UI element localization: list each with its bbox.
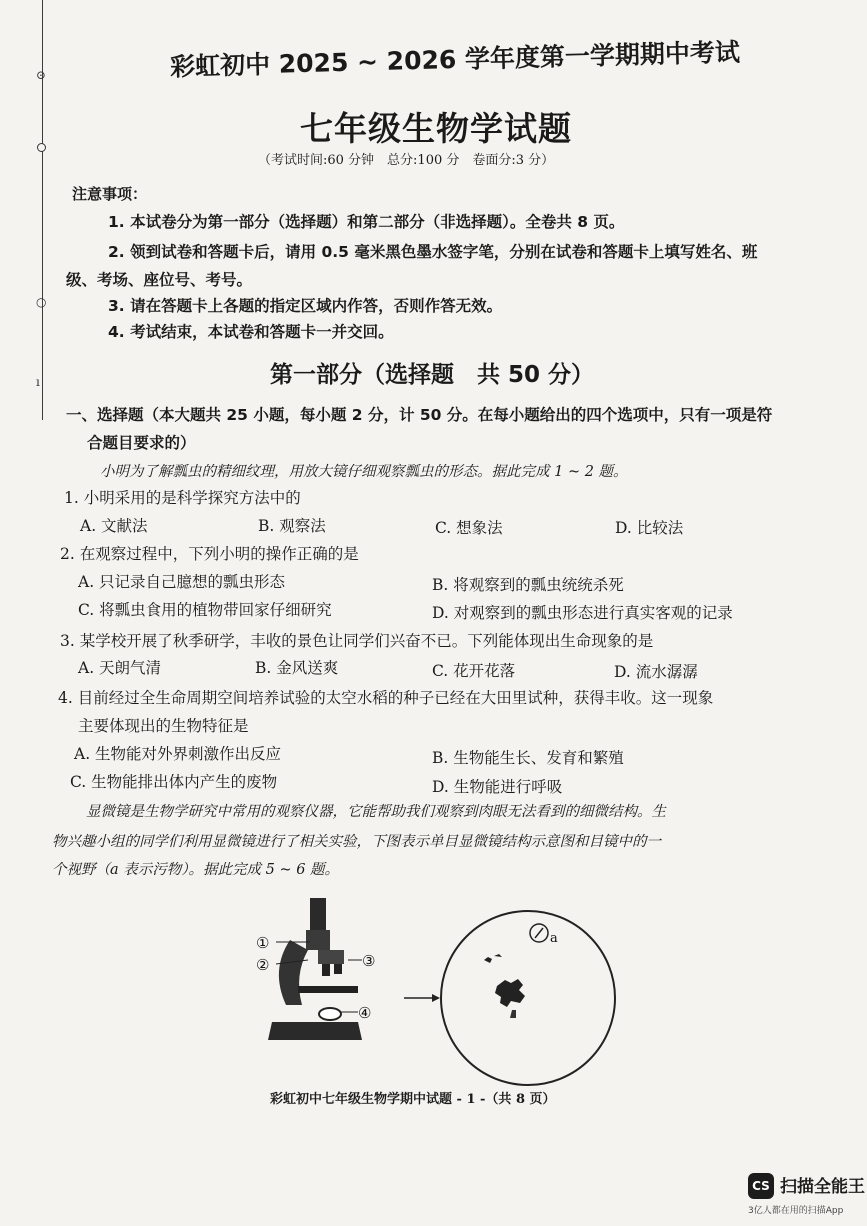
question-3-option-b: B. 金风送爽	[255, 659, 339, 677]
question-3-option-d: D. 流水潺潺	[614, 663, 698, 681]
label-3: ③	[362, 952, 376, 970]
question-3-option-c: C. 花开花落	[432, 662, 516, 680]
question-2-option-c: C. 将瓢虫食用的植物带回家仔细研究	[78, 601, 332, 619]
page-footer: 彩虹初中七年级生物学期中试题 - 1 -（共 8 页）	[270, 1092, 556, 1107]
debris-a	[535, 928, 543, 938]
exam-info: （考试时间:60 分钟 总分:100 分 卷面分:3 分）	[258, 153, 555, 168]
microscope-stage	[298, 986, 358, 993]
label-a: a	[550, 931, 558, 946]
question-group-intro-2-line-2: 物兴趣小组的同学们利用显微镜进行了相关实验，下图表示单目显微镜结构示意图和目镜中的一	[52, 834, 661, 850]
school-exam-title: 彩虹初中 2025 ~ 2026 学年度第一学期期中考试	[169, 37, 741, 82]
binding-mark: ○	[36, 295, 47, 309]
question-group-intro-2-line-3: 个视野（a 表示污物）。据此完成 5 ~ 6 题。	[52, 862, 340, 878]
binding-line	[42, 0, 43, 420]
part1-title: 第一部分（选择题 共 50 分）	[270, 362, 595, 388]
question-1-option-d: D. 比较法	[615, 519, 684, 537]
question-group-intro: 小明为了解瓢虫的精细纹理，用放大镜仔细观察瓢虫的形态。据此完成 1 ~ 2 题。	[100, 464, 628, 480]
binding-mark: ı	[36, 375, 40, 389]
scanner-app-name: 扫描全能王	[780, 1177, 865, 1197]
microscope-arm	[279, 940, 308, 1005]
question-4-option-b: B. 生物能生长、发育和繁殖	[432, 749, 624, 767]
question-4-option-d: D. 生物能进行呼吸	[432, 778, 563, 796]
notice-item-2: 2. 领到试卷和答题卡后，请用 0.5 毫米黑色墨水签字笔，分别在试卷和答题卡上填写姓名、班	[108, 243, 758, 261]
section-instructions-continued: 合题目要求的）	[87, 434, 196, 452]
question-4-option-a: A. 生物能对外界刺激作出反应	[74, 745, 282, 763]
question-4-option-c: C. 生物能排出体内产生的废物	[70, 773, 278, 791]
camscanner-logo-icon: CS	[748, 1173, 774, 1199]
binding-hole	[37, 143, 46, 152]
notice-item-1: 1. 本试卷分为第一部分（选择题）和第二部分（非选择题）。全卷共 8 页。	[108, 213, 625, 231]
question-1-option-b: B. 观察法	[258, 517, 326, 535]
question-3-stem: 3. 某学校开展了秋季研学，丰收的景色让同学们兴奋不已。下列能体现出生命现象的是	[60, 632, 654, 650]
paper-title: 七年级生物学试题	[300, 109, 572, 148]
specimen-shape	[495, 979, 525, 1007]
question-2-option-d: D. 对观察到的瓢虫形态进行真实客观的记录	[432, 604, 733, 622]
binding-mark: ⊙	[36, 68, 47, 82]
mirror-shape	[319, 1008, 341, 1020]
section-instructions: 一、选择题（本大题共 25 小题，每小题 2 分，计 50 分。在每小题给出的四个选项中，只有一项是符	[66, 406, 773, 424]
question-4-stem-continued: 主要体现出的生物特征是	[78, 717, 249, 735]
label-1: ①	[256, 934, 270, 952]
field-of-view-circle	[440, 910, 616, 1086]
question-group-intro-2: 显微镜是生物学研究中常用的观察仪器，它能帮助我们观察到肉眼无法看到的细微结构。生	[86, 804, 666, 820]
notice-item-2-continued: 级、考场、座位号、考号。	[66, 271, 253, 289]
notice-item-4: 4. 考试结束，本试卷和答题卡一并交回。	[108, 323, 394, 341]
question-4-stem: 4. 目前经过全生命周期空间培养试验的太空水稻的种子已经在大田里试种，获得丰收。这一现象	[58, 689, 714, 707]
field-of-view-content	[442, 912, 614, 1084]
label-4: ④	[358, 1004, 372, 1022]
notice-heading: 注意事项：	[72, 185, 148, 203]
question-1-option-a: A. 文献法	[80, 517, 148, 535]
eyepiece-shape	[310, 898, 326, 934]
question-2-option-a: A. 只记录自己臆想的瓢虫形态	[78, 573, 286, 591]
question-3-option-a: A. 天朗气清	[78, 659, 162, 677]
notice-item-3: 3. 请在答题卡上各题的指定区域内作答，否则作答无效。	[108, 297, 503, 315]
question-1-stem: 1. 小明采用的是科学探究方法中的	[64, 489, 301, 507]
scanner-app-tagline: 3亿人都在用的扫描App	[748, 1206, 844, 1216]
question-2-stem: 2. 在观察过程中，下列小明的操作正确的是	[60, 545, 359, 563]
label-2: ②	[256, 956, 270, 974]
microscope-base	[268, 1022, 362, 1040]
question-1-option-c: C. 想象法	[435, 519, 503, 537]
question-2-option-b: B. 将观察到的瓢虫统统杀死	[432, 576, 624, 594]
